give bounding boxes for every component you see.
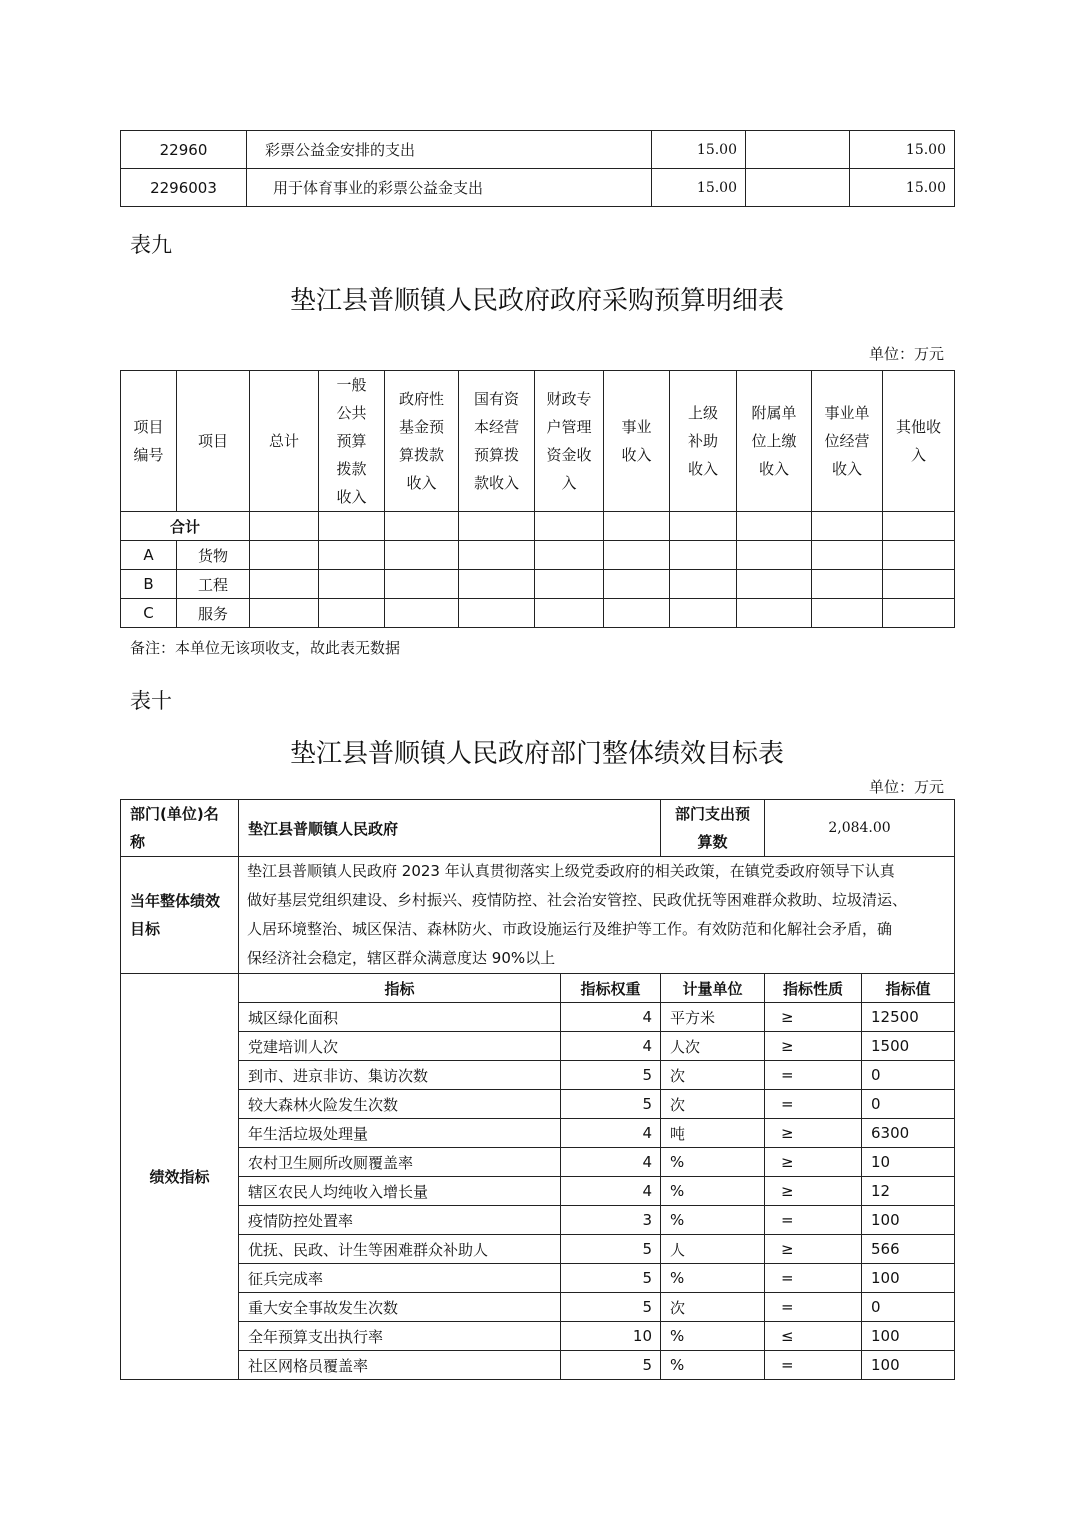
indicator-weight: 4 bbox=[561, 1119, 661, 1148]
indicator-unit: % bbox=[661, 1264, 765, 1293]
empty-cell bbox=[319, 599, 385, 628]
indicator-value: 100 bbox=[862, 1264, 955, 1293]
subject-code: 2296003 bbox=[121, 169, 247, 207]
indicator-unit: % bbox=[661, 1351, 765, 1380]
dept-name: 垫江县普顺镇人民政府 bbox=[239, 800, 661, 857]
header-line: 本经营 bbox=[473, 418, 519, 436]
budget-value: 2,084.00 bbox=[765, 800, 955, 857]
column-header bbox=[737, 371, 812, 512]
indicator-unit: 次 bbox=[661, 1293, 765, 1322]
dept-row bbox=[121, 800, 955, 857]
indicator-weight: 3 bbox=[561, 1206, 661, 1235]
header-line: 事业单 bbox=[824, 404, 870, 422]
indicator-value: 0 bbox=[862, 1090, 955, 1119]
indicator-nature: ≤ bbox=[765, 1322, 862, 1351]
header-line: 上级 bbox=[687, 404, 718, 422]
indicator-value: 12 bbox=[862, 1177, 955, 1206]
header-line: 项目 bbox=[133, 418, 164, 436]
column-header bbox=[535, 371, 604, 512]
column-header bbox=[883, 371, 955, 512]
indicator-row bbox=[121, 1119, 955, 1148]
empty-cell bbox=[459, 599, 535, 628]
header-line: 基金预 bbox=[398, 418, 444, 436]
indicator-unit: 人 bbox=[661, 1235, 765, 1264]
column-header bbox=[604, 371, 670, 512]
indicator-unit: % bbox=[661, 1322, 765, 1351]
indicator-row bbox=[121, 1003, 955, 1032]
empty-cell bbox=[319, 570, 385, 599]
indicator-value: 10 bbox=[862, 1148, 955, 1177]
item-name: 服务 bbox=[177, 599, 250, 628]
header-line: 户管理 bbox=[546, 418, 592, 436]
empty-cell bbox=[604, 599, 670, 628]
header-line: 入 bbox=[910, 446, 926, 464]
indicator-name: 辖区农民人均纯收入增长量 bbox=[239, 1177, 561, 1206]
empty-cell bbox=[812, 570, 883, 599]
empty-cell bbox=[459, 570, 535, 599]
indicator-value: 100 bbox=[862, 1206, 955, 1235]
indicator-name: 全年预算支出执行率 bbox=[239, 1322, 561, 1351]
indicator-name: 党建培训人次 bbox=[239, 1032, 561, 1061]
indicator-row bbox=[121, 1293, 955, 1322]
header-line: 资金收 bbox=[546, 446, 592, 464]
perf-indicator-label: 绩效指标 bbox=[121, 974, 239, 1380]
amount-end: 15.00 bbox=[850, 131, 955, 169]
label-line: 做好基层党组织建设、乡村振兴、疫情防控、社会治安管控、民政优抚等困难群众救助、垃圾清运、 bbox=[247, 891, 908, 909]
header-line: 公共 bbox=[336, 404, 367, 422]
empty-cell bbox=[535, 570, 604, 599]
empty-cell bbox=[385, 599, 459, 628]
column-header bbox=[250, 371, 319, 512]
indicator-name: 较大森林火险发生次数 bbox=[239, 1090, 561, 1119]
empty-cell bbox=[883, 570, 955, 599]
label-line: 当年整体绩效 bbox=[130, 892, 221, 910]
subject-name: 用于体育事业的彩票公益金支出 bbox=[247, 169, 652, 207]
indicator-weight: 4 bbox=[561, 1148, 661, 1177]
empty-cell bbox=[319, 541, 385, 570]
amount-mid bbox=[746, 169, 850, 207]
indicator-unit: 人次 bbox=[661, 1032, 765, 1061]
indicator-name: 到市、进京非访、集访次数 bbox=[239, 1061, 561, 1090]
table10-unit: 单位：万元 bbox=[868, 778, 944, 796]
amount-mid bbox=[746, 131, 850, 169]
indicator-row bbox=[121, 1148, 955, 1177]
indicator-row bbox=[121, 1351, 955, 1380]
header-line: 总计 bbox=[268, 432, 299, 450]
empty-cell bbox=[604, 541, 670, 570]
procurement-row bbox=[121, 541, 955, 570]
label-line: 部门(单位)名 bbox=[130, 805, 219, 823]
header-line: 算拨款 bbox=[398, 446, 444, 464]
empty-cell bbox=[883, 541, 955, 570]
empty-cell bbox=[459, 541, 535, 570]
indicator-row bbox=[121, 1264, 955, 1293]
indicator-nature: ≥ bbox=[765, 1235, 862, 1264]
indicator-header-row bbox=[121, 974, 955, 1003]
header-line: 拨款 bbox=[336, 460, 367, 478]
indicator-nature: = bbox=[765, 1293, 862, 1322]
indicator-name: 社区网格员覆盖率 bbox=[239, 1351, 561, 1380]
indicator-value: 0 bbox=[862, 1293, 955, 1322]
table10-title: 垫江县普顺镇人民政府部门整体绩效目标表 bbox=[289, 739, 784, 769]
header-line: 位上缴 bbox=[751, 432, 797, 450]
subject-name: 彩票公益金安排的支出 bbox=[247, 131, 652, 169]
indicator-nature: ≥ bbox=[765, 1148, 862, 1177]
column-header bbox=[385, 371, 459, 512]
label-line: 保经济社会稳定，辖区群众满意度达 90%以上 bbox=[247, 949, 556, 967]
indicator-nature: = bbox=[765, 1264, 862, 1293]
indicator-column-header: 指标性质 bbox=[765, 974, 862, 1003]
empty-cell bbox=[385, 570, 459, 599]
indicator-unit: % bbox=[661, 1148, 765, 1177]
column-header bbox=[121, 371, 177, 512]
header-line: 收入 bbox=[406, 474, 437, 492]
indicator-nature: = bbox=[765, 1061, 862, 1090]
indicator-value: 0 bbox=[862, 1061, 955, 1090]
indicator-unit: 次 bbox=[661, 1090, 765, 1119]
indicator-nature: ≥ bbox=[765, 1119, 862, 1148]
empty-cell bbox=[250, 570, 319, 599]
indicator-nature: = bbox=[765, 1206, 862, 1235]
indicator-name: 城区绿化面积 bbox=[239, 1003, 561, 1032]
empty-cell bbox=[670, 541, 737, 570]
header-line: 其他收 bbox=[895, 418, 941, 436]
indicator-weight: 5 bbox=[561, 1061, 661, 1090]
empty-cell bbox=[812, 599, 883, 628]
goal-label bbox=[121, 857, 239, 974]
empty-cell bbox=[812, 541, 883, 570]
amount-end: 15.00 bbox=[850, 169, 955, 207]
indicator-weight: 4 bbox=[561, 1032, 661, 1061]
empty-cell bbox=[670, 570, 737, 599]
indicator-name: 优抚、民政、计生等困难群众补助人 bbox=[239, 1235, 561, 1264]
table9-unit: 单位：万元 bbox=[868, 345, 944, 363]
total-row bbox=[121, 512, 955, 541]
procurement-row bbox=[121, 570, 955, 599]
header-line: 财政专 bbox=[546, 390, 592, 408]
empty-cell bbox=[535, 541, 604, 570]
procurement-row bbox=[121, 599, 955, 628]
subject-code: 22960 bbox=[121, 131, 247, 169]
header-line: 入 bbox=[561, 474, 577, 492]
item-name: 工程 bbox=[177, 570, 250, 599]
indicator-value: 100 bbox=[862, 1351, 955, 1380]
indicator-name: 重大安全事故发生次数 bbox=[239, 1293, 561, 1322]
header-line: 编号 bbox=[133, 446, 164, 464]
item-code: B bbox=[121, 570, 177, 599]
indicator-row bbox=[121, 1235, 955, 1264]
label-line: 目标 bbox=[130, 920, 161, 938]
total-label: 合计 bbox=[121, 512, 250, 541]
empty-cell bbox=[250, 541, 319, 570]
goal-description bbox=[239, 857, 955, 974]
label-line: 人居环境整治、城区保洁、森林防火、市政设施运行及维护等工作。有效防范和化解社会矛盾，确 bbox=[247, 920, 893, 938]
indicator-row bbox=[121, 1032, 955, 1061]
goal-row bbox=[121, 857, 955, 974]
header-line: 收入 bbox=[831, 460, 862, 478]
indicator-nature: ≥ bbox=[765, 1003, 862, 1032]
indicator-unit: % bbox=[661, 1206, 765, 1235]
indicator-unit: 次 bbox=[661, 1061, 765, 1090]
column-header bbox=[177, 371, 250, 512]
header-line: 预算拨 bbox=[473, 446, 519, 464]
empty-cell bbox=[737, 570, 812, 599]
empty-cell bbox=[535, 599, 604, 628]
column-header bbox=[319, 371, 385, 512]
indicator-value: 12500 bbox=[862, 1003, 955, 1032]
label-line: 部门支出预 bbox=[675, 805, 751, 823]
indicator-weight: 4 bbox=[561, 1003, 661, 1032]
indicator-value: 6300 bbox=[862, 1119, 955, 1148]
table9-caption: 表九 bbox=[130, 233, 172, 257]
indicator-nature: ≥ bbox=[765, 1177, 862, 1206]
procurement-budget-table bbox=[120, 370, 955, 628]
amount-total: 15.00 bbox=[652, 169, 746, 207]
budget-label bbox=[661, 800, 765, 857]
indicator-weight: 4 bbox=[561, 1177, 661, 1206]
indicator-row bbox=[121, 1322, 955, 1351]
item-code: C bbox=[121, 599, 177, 628]
indicator-column-header: 指标值 bbox=[862, 974, 955, 1003]
expense-row bbox=[121, 131, 955, 169]
empty-cell bbox=[670, 599, 737, 628]
header-line: 补助 bbox=[687, 432, 718, 450]
indicator-unit: 吨 bbox=[661, 1119, 765, 1148]
empty-cell bbox=[604, 570, 670, 599]
indicator-column-header: 指标权重 bbox=[561, 974, 661, 1003]
header-line: 项目 bbox=[197, 432, 228, 450]
indicator-nature: = bbox=[765, 1090, 862, 1119]
indicator-column-header: 指标 bbox=[239, 974, 561, 1003]
column-header bbox=[670, 371, 737, 512]
indicator-row bbox=[121, 1206, 955, 1235]
label-line: 垫江县普顺镇人民政府 2023 年认真贯彻落实上级党委政府的相关政策，在镇党委政府领导下认真 bbox=[247, 862, 895, 880]
expense-table-continued bbox=[120, 130, 955, 207]
indicator-value: 100 bbox=[862, 1322, 955, 1351]
header-line: 款收入 bbox=[473, 474, 519, 492]
performance-target-table bbox=[120, 799, 955, 1380]
dept-label bbox=[121, 800, 239, 857]
indicator-value: 1500 bbox=[862, 1032, 955, 1061]
indicator-weight: 5 bbox=[561, 1293, 661, 1322]
empty-cell bbox=[737, 541, 812, 570]
table9-title: 垫江县普顺镇人民政府政府采购预算明细表 bbox=[289, 286, 784, 316]
header-line: 收入 bbox=[758, 460, 789, 478]
indicator-weight: 10 bbox=[561, 1322, 661, 1351]
header-line: 国有资 bbox=[473, 390, 519, 408]
indicator-row bbox=[121, 1177, 955, 1206]
indicator-nature: ≥ bbox=[765, 1032, 862, 1061]
indicator-weight: 5 bbox=[561, 1264, 661, 1293]
indicator-weight: 5 bbox=[561, 1235, 661, 1264]
indicator-row bbox=[121, 1061, 955, 1090]
indicator-unit: % bbox=[661, 1177, 765, 1206]
item-name: 货物 bbox=[177, 541, 250, 570]
header-line: 收入 bbox=[687, 460, 718, 478]
header-line: 收入 bbox=[336, 488, 367, 506]
indicator-name: 年生活垃圾处理量 bbox=[239, 1119, 561, 1148]
header-line: 附属单 bbox=[751, 404, 797, 422]
header-line: 预算 bbox=[336, 432, 367, 450]
empty-cell bbox=[250, 599, 319, 628]
label-line: 称 bbox=[130, 833, 146, 851]
header-line: 政府性 bbox=[398, 390, 444, 408]
indicator-nature: = bbox=[765, 1351, 862, 1380]
empty-cell bbox=[883, 599, 955, 628]
expense-row bbox=[121, 169, 955, 207]
label-line: 算数 bbox=[697, 833, 728, 851]
indicator-row bbox=[121, 1090, 955, 1119]
indicator-value: 566 bbox=[862, 1235, 955, 1264]
header-line: 收入 bbox=[621, 446, 652, 464]
item-code: A bbox=[121, 541, 177, 570]
header-line: 事业 bbox=[621, 418, 652, 436]
indicator-weight: 5 bbox=[561, 1351, 661, 1380]
header-line: 一般 bbox=[336, 376, 367, 394]
header-line: 位经营 bbox=[824, 432, 870, 450]
empty-cell bbox=[385, 541, 459, 570]
indicator-unit: 平方米 bbox=[661, 1003, 765, 1032]
amount-total: 15.00 bbox=[652, 131, 746, 169]
indicator-weight: 5 bbox=[561, 1090, 661, 1119]
indicator-name: 农村卫生厕所改厕覆盖率 bbox=[239, 1148, 561, 1177]
column-header bbox=[812, 371, 883, 512]
indicator-column-header: 计量单位 bbox=[661, 974, 765, 1003]
table10-caption: 表十 bbox=[130, 689, 172, 713]
indicator-name: 疫情防控处置率 bbox=[239, 1206, 561, 1235]
table-header-row bbox=[121, 371, 955, 512]
column-header bbox=[459, 371, 535, 512]
indicator-name: 征兵完成率 bbox=[239, 1264, 561, 1293]
table9-note: 备注：本单位无该项收支，故此表无数据 bbox=[130, 639, 401, 657]
empty-cell bbox=[737, 599, 812, 628]
